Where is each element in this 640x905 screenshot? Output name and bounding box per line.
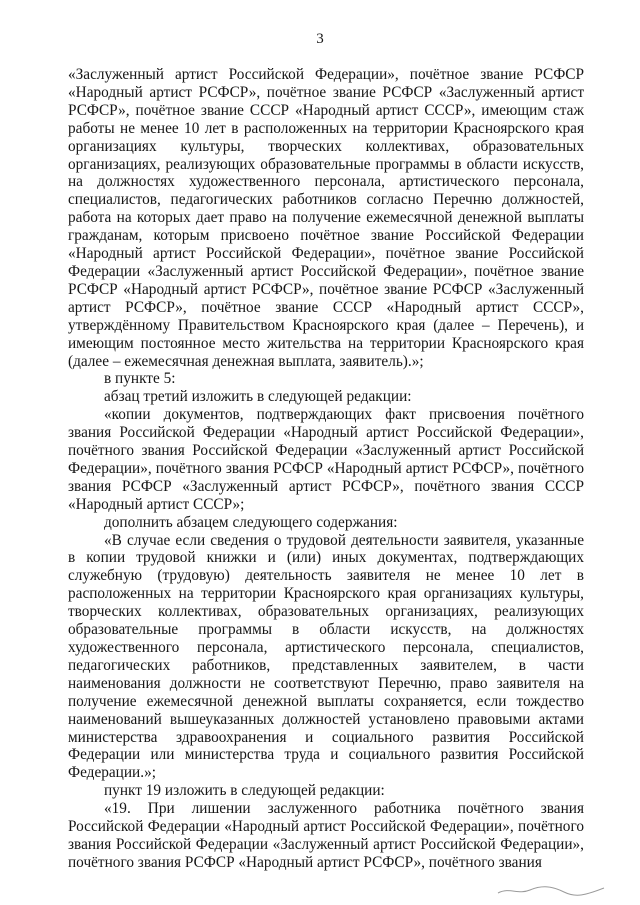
signature-mark	[496, 883, 606, 897]
paragraph-point-19: пункт 19 изложить в следующей редакции:	[104, 782, 385, 800]
paragraph-add-abzac: дополнить абзацем следующего содержания:	[104, 513, 398, 531]
paragraph-document-copies: «копии документов, подтверждающих факт присвоения почётного звания Российской Федерации «Народный артист Российской Федерации», почётного звания Российской Федерации «Заслуженный артист Российской Федерации», почётного звания РСФСР «Народный артист РСФСР», почётного звания РСФСР «Заслуженный артист РСФСР», почётного звания СССР «Народный артист СССР»;	[68, 406, 584, 513]
page-number: 3	[316, 31, 324, 47]
paragraph-point-19-text: «19. При лишении заслуженного работника почётного звания Российской Федерации «Народный артист Российской Федерации», почётного звания Российской Федерации «Заслуженный артист Российской Федерации», почётного звания РСФСР «Народный артист РСФСР», почётного звания	[68, 800, 584, 871]
document-body	[68, 66, 584, 872]
paragraph-continued: «Заслуженный артист Российской Федерации», почётное звание РСФСР «Народный артист РСФСР», почётное звание РСФСР «Заслуженный артист РСФСР», почётное звание СССР «Народный артист СССР», имеющим стаж работы не менее 10 лет в расположенных на территории Красноярского края организациях культуры, творческих коллективах, образовательных организациях, реализующих образовательные программы в области искусств, на должностях художественного персонала, артистического персонала, специалистов, педагогических работников согласно Перечню должностей, работа на которых дает право на получение ежемесячной денежной выплаты гражданам, которым присвоено почётное звание Российской Федерации «Народный артист Российской Федерации», почётное звание Российской Федерации «Заслуженный артист Российской Федерации», почётное звание РСФСР «Народный артист РСФСР», почётное звание РСФСР «Заслуженный артист РСФСР», почётное звание СССР «Народный артист СССР», утверждённому Правительством Красноярского края (далее – Перечень), и имеющим постоянное место жительства на территории Красноярского края (далее – ежемесячная денежная выплата, заявитель).»;	[68, 66, 584, 370]
paragraph-point-5: в пункте 5:	[104, 370, 176, 388]
paragraph-third-abzac: абзац третий изложить в следующей редакции:	[104, 388, 412, 406]
paragraph-work-history: «В случае если сведения о трудовой деятельности заявителя, указанные в копии трудовой книжки и (или) иных документах, подтверждающих служебную (трудовую) деятельность заявителя не менее 10 лет в расположенных на территории Красноярского края организациях культуры, творческих коллективах, образовательных организациях, реализующих образовательные программы в области искусств, на должностях художественного персонала, артистического персонала, специалистов, педагогических работников, представленных заявителем, в части наименования должности не соответствуют Перечню, право заявителя на получение ежемесячной денежной выплаты сохраняется, если тождество наименований вышеуказанных должностей установлено правовыми актами министерства здравоохранения и социального развития Российской Федерации или министерства труда и социального развития Российской Федерации.»;	[68, 531, 584, 782]
